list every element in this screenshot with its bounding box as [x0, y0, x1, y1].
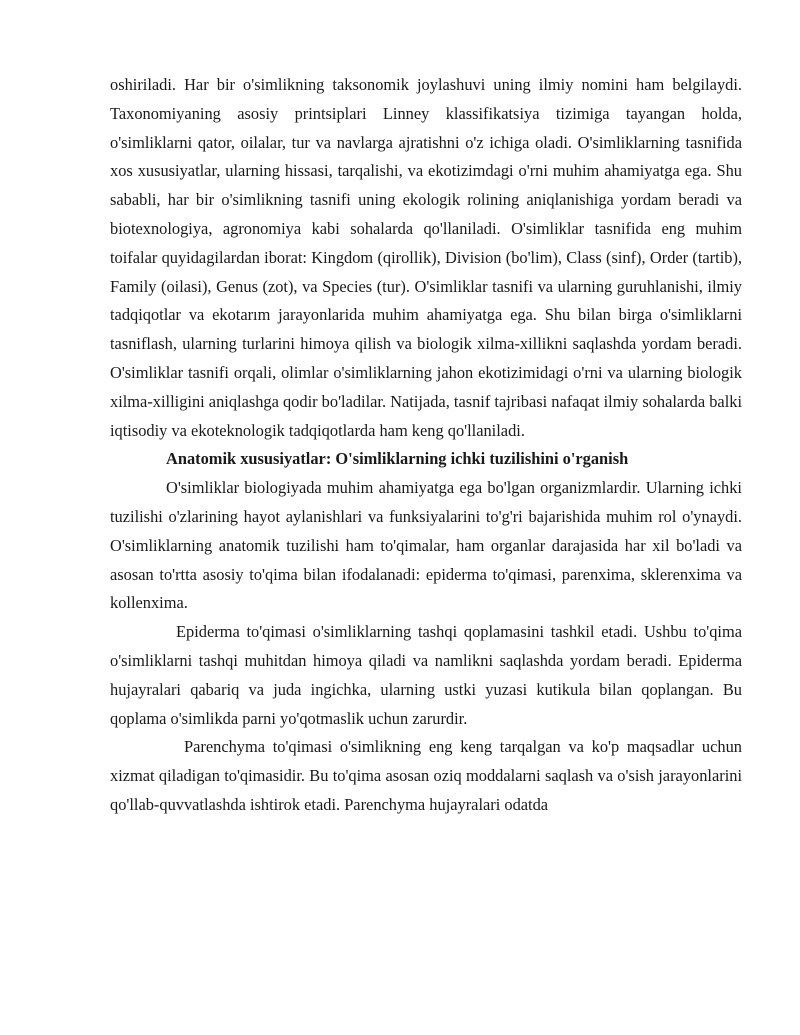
paragraph-anatomy-intro: O'simliklar biologiyada muhim ahamiyatga ega bo'lgan organizmlardir. Ularning ichki tuzilishi o'zlarining hayot aylanishlari va funksiyalarini to'g'ri bajarishida muhim rol o'ynaydi. O'simliklarning anatomik tuzilishi ham to'qimalar, ham organlar darajasida har xil bo'ladi va asosan to'rtta asosiy to'qima bilan ifodalanadi: epiderma to'qimasi, parenxima, sklerenxima va kollenxima. — [110, 478, 742, 613]
paragraph-epidermis: Epiderma to'qimasi o'simliklarning tashqi qoplamasini tashkil etadi. Ushbu to'qima o'simliklarni tashqi muhitdan himoya qiladi va namlikni saqlashda yordam beradi. Epiderma hujayralari qabariq va juda ingichka, ularning ustki yuzasi kutikula bilan qoplangan. Bu qoplama o'simlikda parni yo'qotmaslik uchun zarurdir. — [110, 622, 742, 728]
paragraph-parenchyma: Parenchyma to'qimasi o'simlikning eng keng tarqalgan va ko'p maqsadlar uchun xizmat qiladigan to'qimasidir. Bu to'qima asosan oziq moddalarni saqlash va o'sish jarayonlarini qo'llab-quvvatlashda ishtirok etadi. Parenchyma hujayralari odatda — [110, 737, 742, 814]
document-body — [110, 71, 742, 820]
paragraph-taxonomy: oshiriladi. Har bir o'simlikning taksonomik joylashuvi uning ilmiy nomini ham belgilaydi. Taxonomiyaning asosiy printsiplari Linney klassifikatsiya tizimiga tayangan holda, o'simliklarni qator, oilalar, tur va navlarga ajratishni o'z ichiga oladi. O'simliklarning tasnifida xos xususiyatlar, ularning hissasi, tarqalishi, va ekotizimdagi o'rni muhim ahamiyatga ega. Shu sababli, har bir o'simlikning tasnifi uning ekologik rolining aniqlanishiga yordam beradi va biotexnologiya, agronomiya kabi sohalarda qo'llaniladi. O'simliklar tasnifida eng muhim toifalar quyidagilardan iborat: Kingdom (qirollik), Division (bo'lim), Class (sinf), Order (tartib), Family (oilasi), Genus (zot), va Species (tur). O'simliklar tasnifi va ularning guruhlanishi, ilmiy tadqiqotlar va ekotarım jarayonlarida muhim ahamiyatga ega. Shu bilan birga o'simliklarni tasniflash, ularning turlarini himoya qilish va biologik xilma-xillikni saqlashda yordam beradi. O'simliklar tasnifi orqali, olimlar o'simliklarning jahon ekotizimidagi o'rni va ularning biologik xilma-xilligini aniqlashga qodir bo'ladilar. Natijada, tasnif tajribasi nafaqat ilmiy sohalarda balki iqtisodiy va ekoteknologik tadqiqotlarda ham keng qo'llaniladi. — [110, 75, 742, 440]
section-heading: Anatomik xususiyatlar: O'simliklarning ichki tuzilishini o'rganish — [166, 449, 629, 469]
